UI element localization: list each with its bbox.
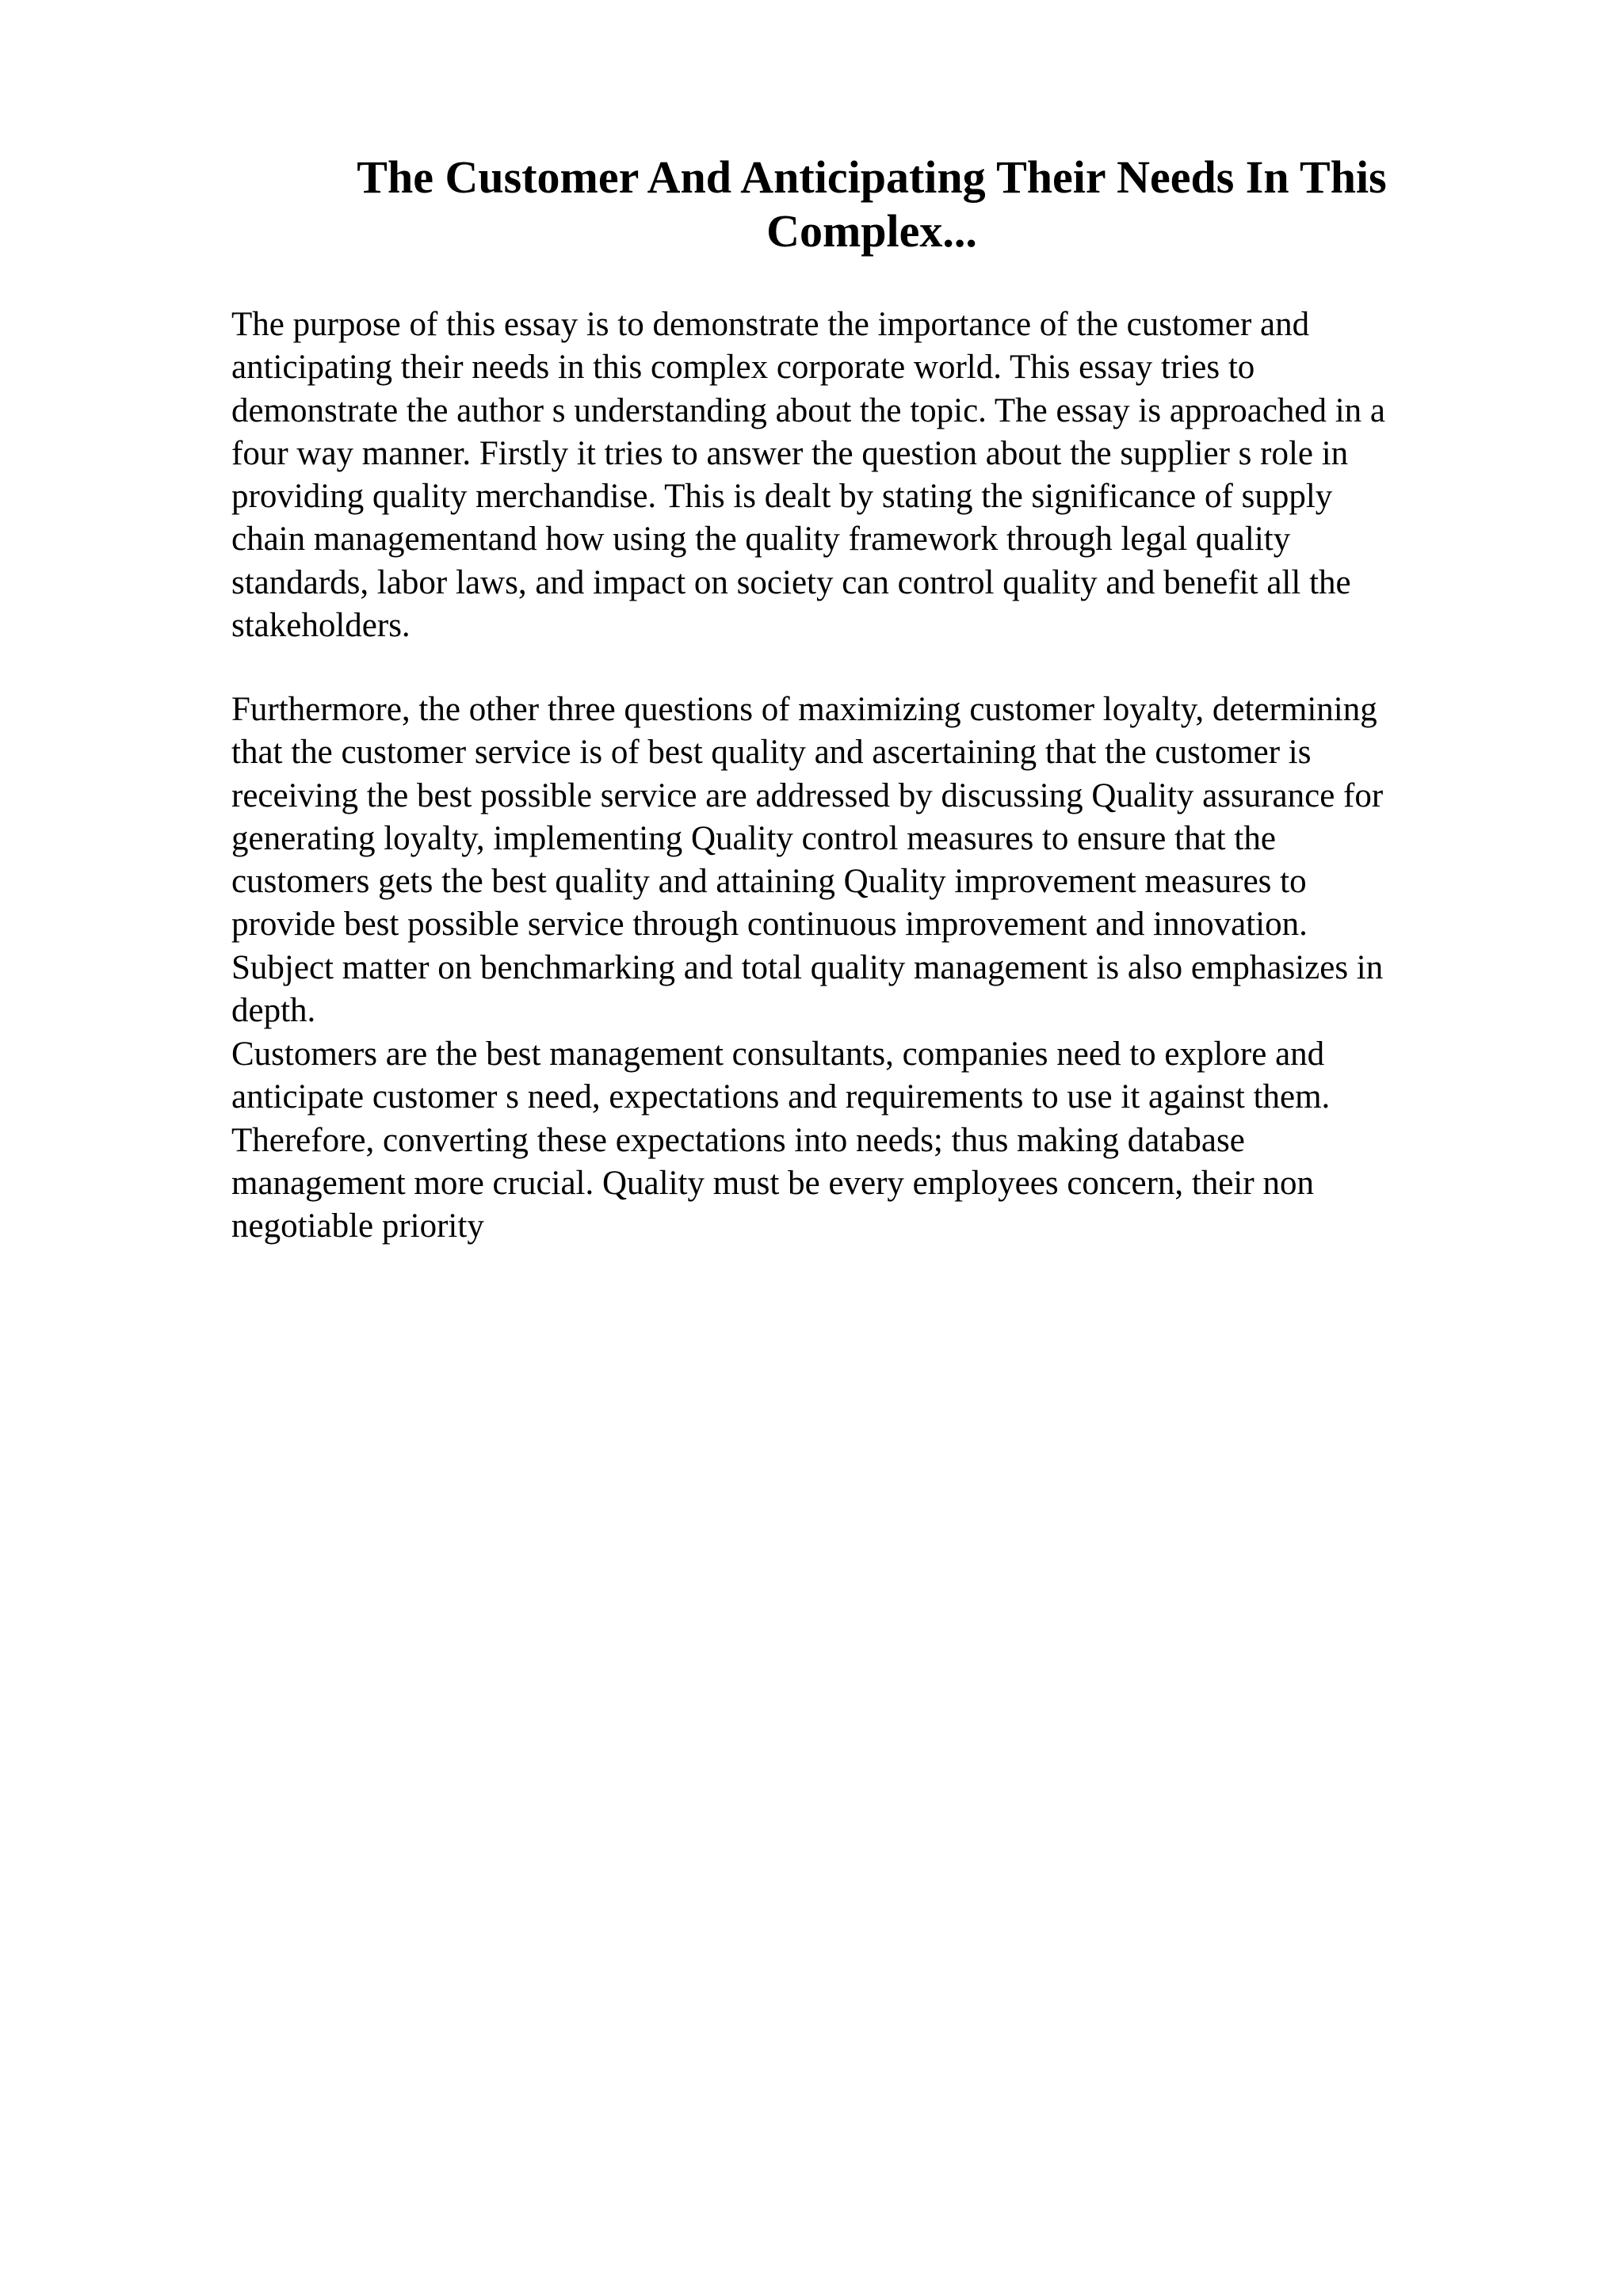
text-line: provide best possible service through continuous improvement and innovation. [231,906,1308,944]
text-line: depth. [231,992,316,1030]
paragraph-intro [231,303,1499,647]
text-line: providing quality merchandise. This is dealt by stating the significance of supply [231,478,1333,516]
text-line: generating loyalty, implementing Quality control measures to ensure that the [231,819,1276,857]
text-line: demonstrate the author s understanding about the topic. The essay is approached in a [231,391,1386,429]
text-line: Furthermore, the other three questions of maximizing customer loyalty, determining [231,691,1377,728]
text-line: negotiable priority [231,1207,484,1245]
text-line: Customers are the best management consultants, companies need to explore and [231,1035,1325,1073]
title-line: The Customer And Anticipating Their Needs In This [357,151,1387,203]
text-line: receiving the best possible service are addressed by discussing Quality assurance for [231,776,1384,814]
text-line: standards, labor laws, and impact on society can control quality and benefit all the [231,563,1351,601]
text-line: management more crucial. Quality must be every employees concern, their non [231,1164,1314,1202]
text-line: The purpose of this essay is to demonstrate the importance of the customer and [231,306,1310,343]
text-line: Subject matter on benchmarking and total quality management is also emphasizes in [231,948,1384,986]
text-line: chain managementand how using the quality framework through legal quality [231,521,1291,559]
title-line: Complex... [766,205,977,257]
paragraph-customers [231,1033,1499,1248]
text-line: four way manner. Firstly it tries to answer the question about the supplier s role in [231,434,1349,472]
text-line: stakeholders. [231,607,411,645]
text-line: anticipate customer s need, expectations and requirements to use it against them. [231,1078,1331,1116]
text-line: customers gets the best quality and attaining Quality improvement measures to [231,863,1307,901]
text-line: Therefore, converting these expectations into needs; thus making database [231,1121,1245,1159]
document-title [301,151,1442,258]
text-line: anticipating their needs in this complex corporate world. This essay tries to [231,349,1255,387]
text-line: that the customer service is of best quality and ascertaining that the customer is [231,734,1312,772]
paragraph-questions [231,688,1499,1032]
